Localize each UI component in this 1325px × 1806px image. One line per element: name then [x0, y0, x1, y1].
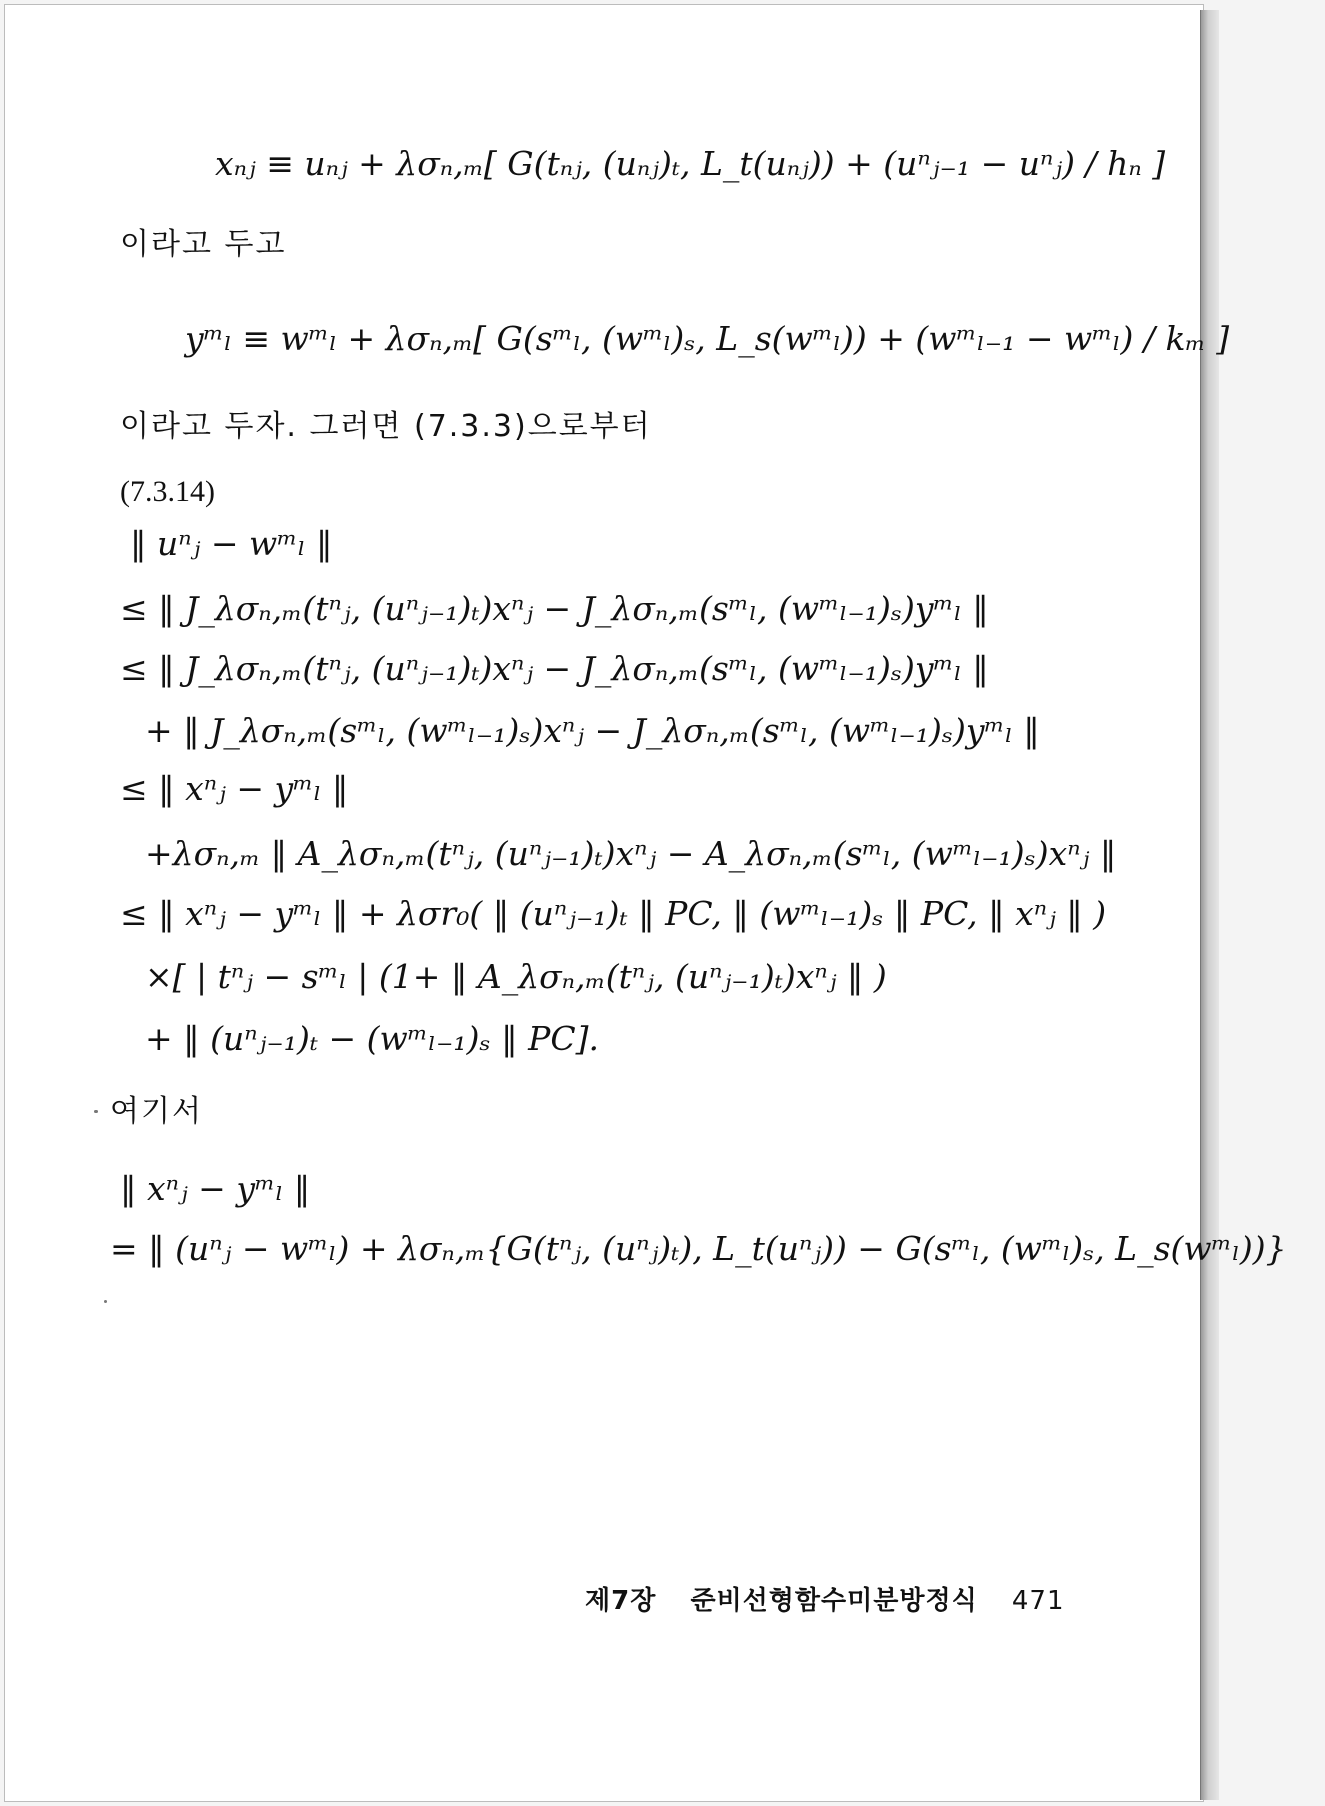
equation-y: yᵐₗ ≡ wᵐₗ + λσₙ,ₘ[ G(sᵐₗ, (wᵐₗ)ₛ, L_s(wᵐₗ)) + (wᵐₗ₋₁ − wᵐₗ) / kₘ ] — [185, 319, 1230, 358]
equation-line: +λσₙ,ₘ ‖ A_λσₙ,ₘ(tⁿⱼ, (uⁿⱼ₋₁)ₜ)xⁿⱼ − A_λσₙ,ₘ(sᵐₗ, (wᵐₗ₋₁)ₛ)xⁿⱼ ‖ — [145, 834, 1117, 873]
equation-line: ‖ xⁿⱼ − yᵐₗ ‖ — [120, 1169, 311, 1208]
paragraph-text: 이라고 두자. 그러면 (7.3.3)으로부터 — [120, 409, 652, 444]
chapter-label: 제7장 — [585, 1586, 657, 1616]
chapter-title: 준비선형함수미분방정식 — [690, 1586, 978, 1616]
page-edge — [1200, 10, 1219, 1800]
equation-line: ≤ ‖ J_λσₙ,ₘ(tⁿⱼ, (uⁿⱼ₋₁)ₜ)xⁿⱼ − J_λσₙ,ₘ(sᵐₗ, (wᵐₗ₋₁)ₛ)yᵐₗ ‖ — [120, 649, 989, 688]
paragraph-text: 여기서 — [110, 1094, 203, 1129]
running-footer — [585, 1580, 1065, 1617]
equation-line: + ‖ J_λσₙ,ₘ(sᵐₗ, (wᵐₗ₋₁)ₛ)xⁿⱼ − J_λσₙ,ₘ(sᵐₗ, (wᵐₗ₋₁)ₛ)yᵐₗ ‖ — [145, 711, 1040, 750]
paragraph-text: 이라고 두고 — [120, 227, 287, 262]
page-number: 471 — [1011, 1586, 1065, 1616]
equation-line: = ‖ (uⁿⱼ − wᵐₗ) + λσₙ,ₘ{G(tⁿⱼ, (uⁿⱼ)ₜ), L_t(uⁿⱼ)) − G(sᵐₗ, (wᵐₗ)ₛ, L_s(wᵐₗ))} — [110, 1229, 1287, 1268]
equation-line: + ‖ (uⁿⱼ₋₁)ₜ − (wᵐₗ₋₁)ₛ ‖ PC]. — [145, 1019, 599, 1058]
equation-line: ‖ uⁿⱼ − wᵐₗ ‖ — [130, 524, 333, 563]
scan-speck — [104, 1300, 107, 1303]
equation-line: ≤ ‖ xⁿⱼ − yᵐₗ ‖ + λσr₀( ‖ (uⁿⱼ₋₁)ₜ ‖ PC, ‖ (wᵐₗ₋₁)ₛ ‖ PC, ‖ xⁿⱼ ‖ ) — [120, 894, 1107, 933]
scan-speck — [94, 1110, 98, 1113]
equation-line: ≤ ‖ J_λσₙ,ₘ(tⁿⱼ, (uⁿⱼ₋₁)ₜ)xⁿⱼ − J_λσₙ,ₘ(sᵐₗ, (wᵐₗ₋₁)ₛ)yᵐₗ ‖ — [120, 589, 989, 628]
equation-x: xₙⱼ ≡ uₙⱼ + λσₙ,ₘ[ G(tₙⱼ, (uₙⱼ)ₜ, L_t(uₙⱼ)) + (uⁿⱼ₋₁ − uⁿⱼ) / hₙ ] — [215, 144, 1166, 183]
equation-number: (7.3.14) — [120, 475, 215, 508]
equation-line: ×[ | tⁿⱼ − sᵐₗ | (1+ ‖ A_λσₙ,ₘ(tⁿⱼ, (uⁿⱼ₋₁)ₜ)xⁿⱼ ‖ ) — [145, 957, 887, 996]
equation-line: ≤ ‖ xⁿⱼ − yᵐₗ ‖ — [120, 769, 349, 808]
